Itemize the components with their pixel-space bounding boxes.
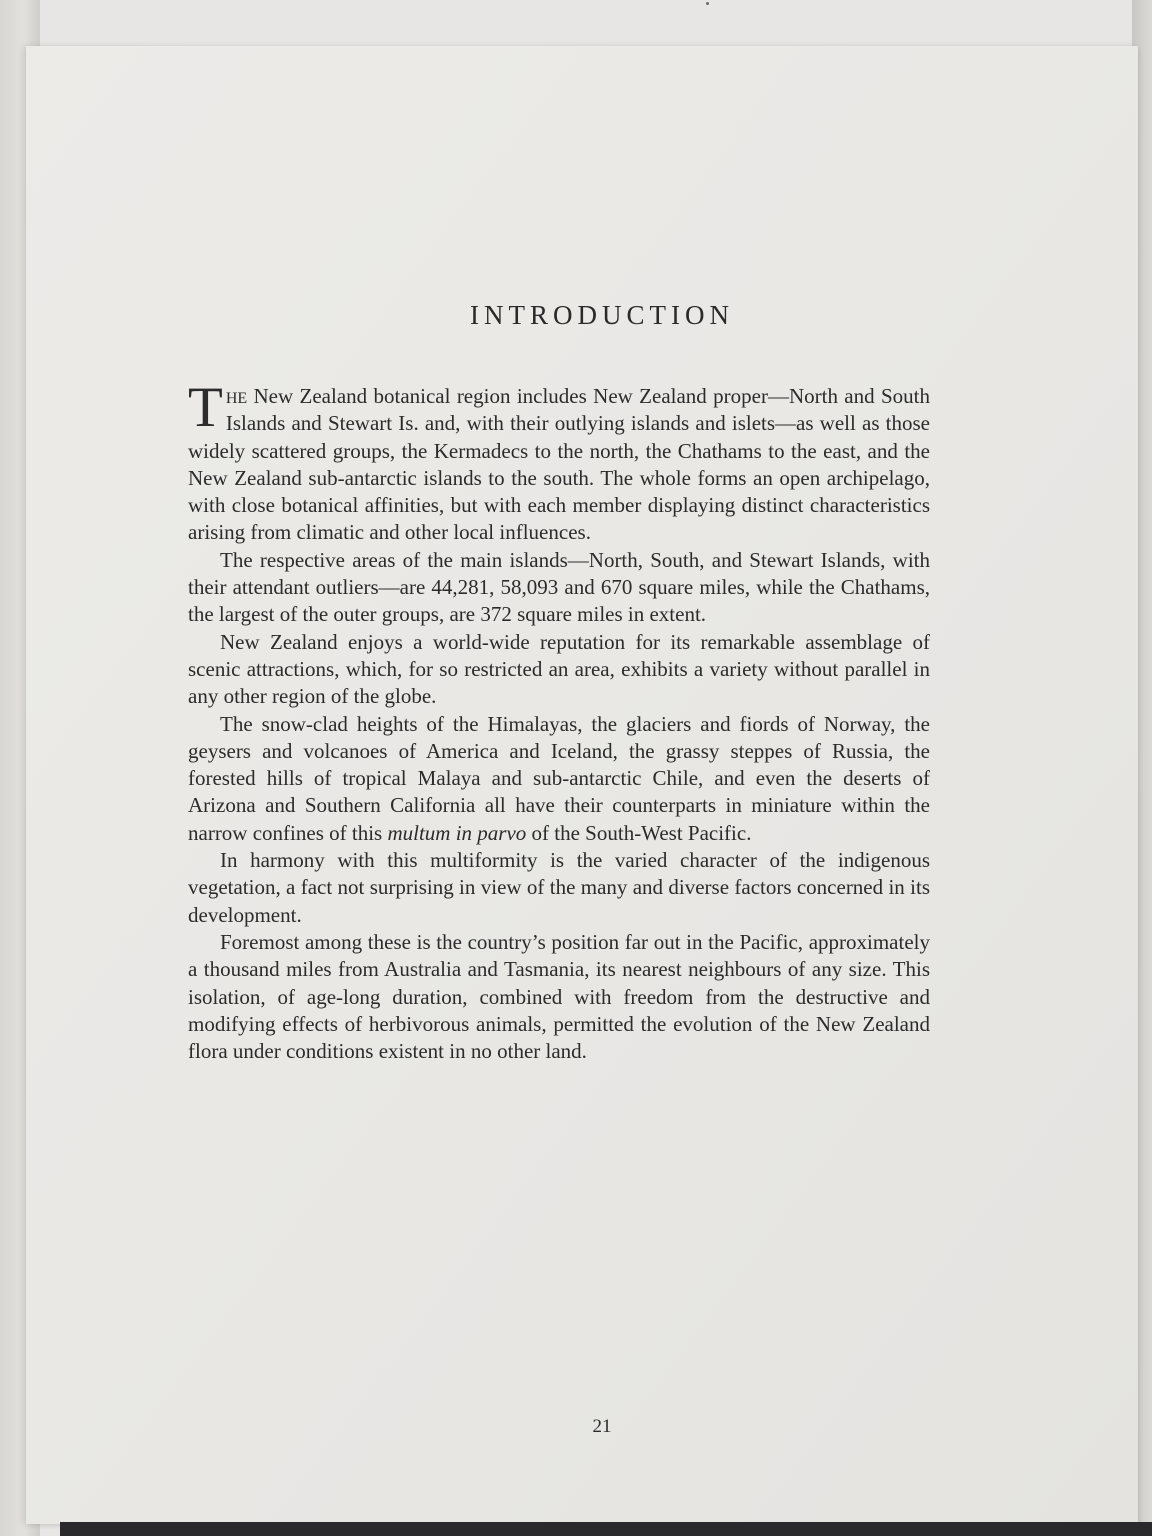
paragraph-3: New Zealand enjoys a world-wide reputation for its remarkable assemblage of scenic attractions, which, for so restricted an area, exhibits a variety without parallel in any other region of the globe. bbox=[188, 629, 930, 709]
paragraph-1-text: New Zealand botanical region includes New Zealand proper—North and South Islands and Stewart Is. and, with their outlying islands and islets—as well as those widely scattered groups, the Kermadecs to the north, the Chathams to the east, and the New Zealand sub-antarctic islands to the south. The whole forms an open archipelago, with close botanical affinities, but with each member displaying distinct characteristics arising from climatic and other local influences. bbox=[188, 384, 930, 545]
latin-phrase: multum in parvo bbox=[387, 820, 527, 845]
book-page bbox=[26, 46, 1138, 1524]
body-text bbox=[188, 376, 930, 1065]
page-number: 21 bbox=[592, 1416, 612, 1437]
paragraph-2: The respective areas of the main islands—North, South, and Stewart Islands, with their attendant outliers—are 44,281, 58,093 and 670 square miles, while the Chathams, the largest of the outer groups, are 372 square miles in extent. bbox=[188, 547, 930, 627]
paragraph-6: Foremost among these is the country’s position far out in the Pacific, approximately a thousand miles from Australia and Tasmania, its nearest neighbours of any size. This isolation, of age-long duration, combined with freedom from the destructive and modifying effects of herbivorous animals, permitted the evolution of the New Zealand flora under conditions existent in no other land. bbox=[188, 929, 930, 1064]
paragraph-4 bbox=[188, 711, 930, 847]
paragraph-1 bbox=[188, 376, 930, 547]
page-bottom-edge-shadow bbox=[60, 1522, 1152, 1536]
paragraph-4-text-b: of the South-West Pacific. bbox=[526, 820, 752, 845]
small-caps-lead: he bbox=[225, 383, 248, 408]
paragraph-5: In harmony with this multiformity is the varied character of the indigenous vegetation, a fact not surprising in view of the many and diverse factors concerned in its development. bbox=[188, 848, 930, 927]
paper-speck bbox=[706, 2, 709, 5]
drop-cap: T bbox=[188, 376, 223, 439]
page-heading: INTRODUCTION bbox=[470, 300, 734, 330]
paragraph-4-text-a: The snow-clad heights of the Himalayas, the glaciers and fiords of Norway, the geysers and volcanoes of America and Iceland, the grassy steppes of Russia, the forested hills of tropical Malaya and sub-antarctic Chile, and even the deserts of Arizona and Southern California all have their counterparts in miniature within the narrow confines of this bbox=[188, 711, 930, 845]
